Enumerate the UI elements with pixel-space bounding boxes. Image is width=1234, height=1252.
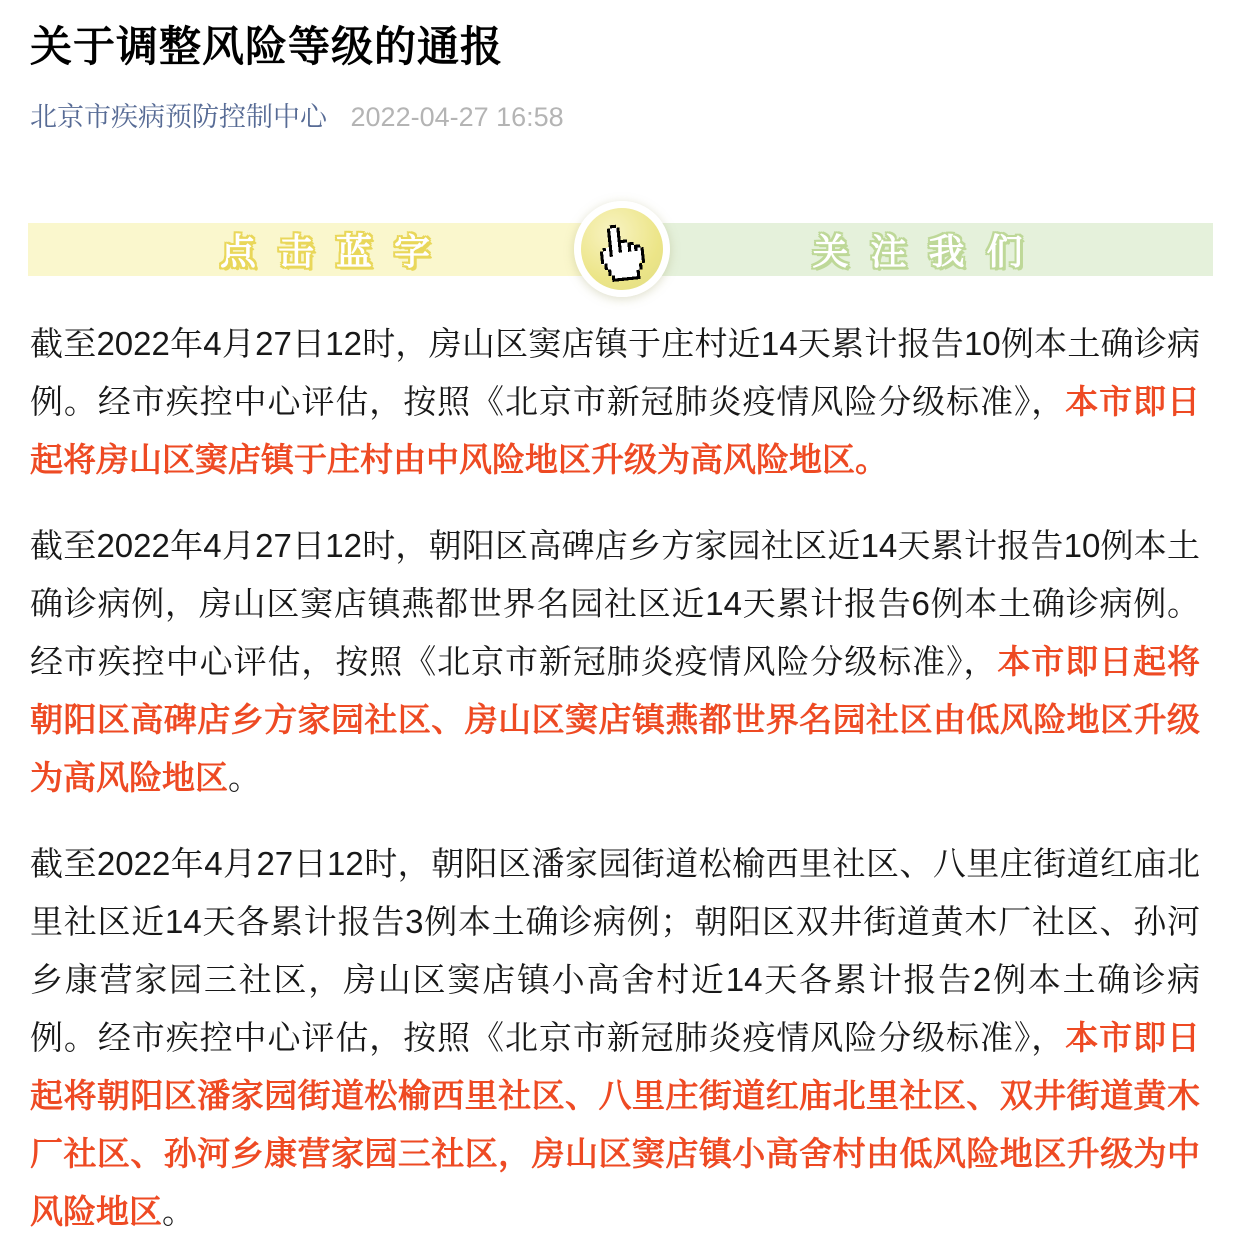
cursor-badge	[574, 201, 670, 297]
emphasis-text: 本市即日起将房山区窦店镇于庄村由中风险地区升级为高风险地区。	[30, 383, 1201, 478]
body-text: 截至2022年4月27日12时，朝阳区潘家园街道松榆西里社区、八里庄街道红庙北里社区近14天各累计报告3例本土确诊病例；朝阳区双井街道黄木厂社区、孙河乡康营家园三社区，房山区窦店镇小高舍村近14天各累计报告2例本土确诊病例。经市疾控中心评估，按照《北京市新冠肺炎疫情风险分级标准》，	[30, 845, 1200, 1056]
follow-banner	[28, 223, 1213, 276]
body-text: 。	[228, 759, 261, 796]
body-text: 截至2022年4月27日12时，朝阳区高碑店乡方家园社区近14天累计报告10例本土确诊病例，房山区窦店镇燕都世界名园社区近14天累计报告6例本土确诊病例。经市疾控中心评估，按照《北京市新冠肺炎疫情风险分级标准》，	[30, 527, 1200, 680]
banner-right-label: 关注我们	[812, 231, 1045, 272]
publish-timestamp: 2022-04-27 16:58	[350, 102, 564, 132]
banner-left-section	[28, 223, 622, 276]
article-meta	[30, 100, 1200, 134]
body-text: 。	[162, 1193, 195, 1230]
hand-pointer-icon	[597, 221, 647, 282]
body-text: 截至2022年4月27日12时，房山区窦店镇于庄村近14天累计报告10例本土确诊病例。经市疾控中心评估，按照《北京市新冠肺炎疫情风险分级标准》，	[30, 325, 1200, 420]
article-body	[30, 315, 1200, 1241]
paragraph	[30, 315, 1200, 489]
banner-left-label: 点击蓝字	[219, 231, 452, 272]
banner-right-section	[622, 223, 1213, 276]
paragraph	[30, 517, 1200, 807]
emphasis-text: 本市即日起将朝阳区高碑店乡方家园社区、房山区窦店镇燕都世界名园社区由低风险地区升级为高风险地区	[30, 643, 1201, 796]
emphasis-text: 本市即日起将朝阳区潘家园街道松榆西里社区、八里庄街道红庙北里社区、双井街道黄木厂社区、孙河乡康营家园三社区，房山区窦店镇小高舍村由低风险地区升级为中风险地区	[30, 1019, 1201, 1230]
article-page	[0, 22, 1234, 1252]
paragraph	[30, 835, 1200, 1241]
page-title: 关于调整风险等级的通报	[30, 23, 504, 70]
source-link[interactable]: 北京市疾病预防控制中心	[30, 102, 327, 132]
